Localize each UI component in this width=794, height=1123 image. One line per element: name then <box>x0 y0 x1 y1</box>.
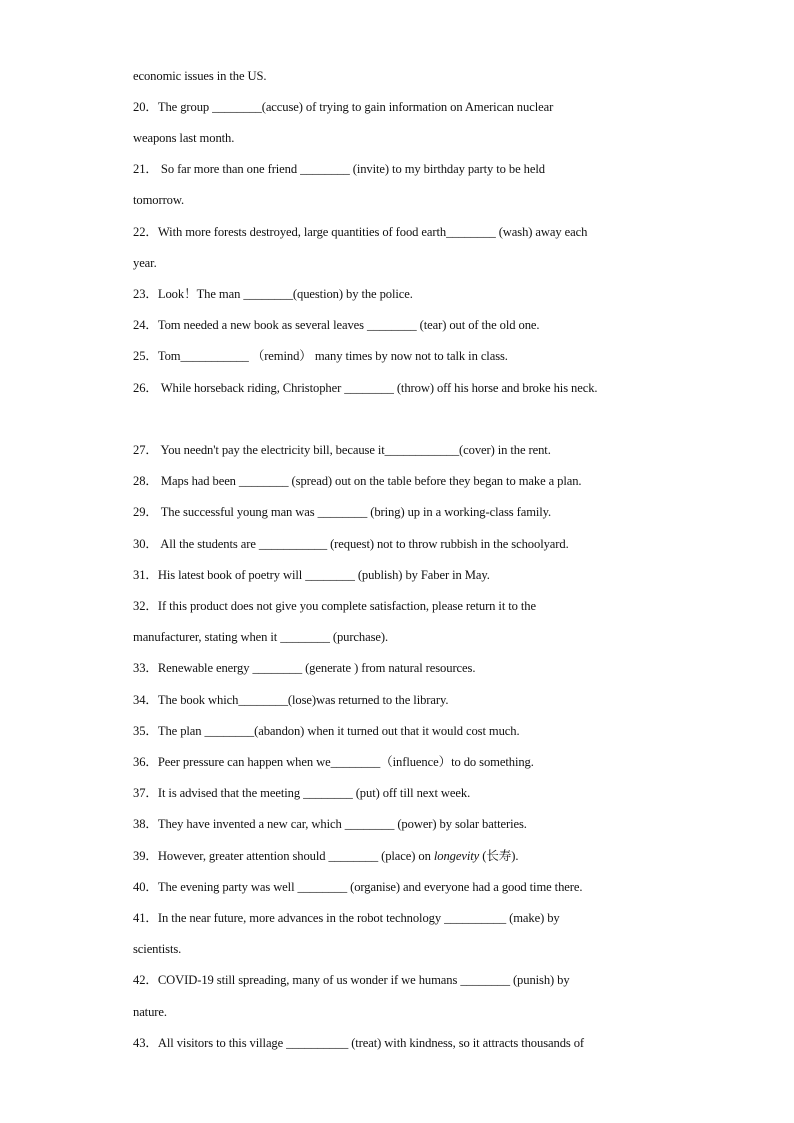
question-20: 20．The group ________(accuse) of trying to gain information on American nuclear <box>133 100 554 114</box>
question-38: 38．They have invented a new car, which ________ (power) by solar batteries. <box>133 817 527 831</box>
question-24: 24．Tom needed a new book as several leaves ________ (tear) out of the old one. <box>133 318 540 332</box>
question-21: 21． So far more than one friend ________ (invite) to my birthday party to be held <box>133 162 545 176</box>
text-line: weapons last month. <box>133 131 235 145</box>
text-line: economic issues in the US. <box>133 69 267 83</box>
question-39-text: 39．However, greater attention should ________ (place) on <box>133 849 431 863</box>
text-line: scientists. <box>133 942 182 956</box>
question-43: 43．All visitors to this village __________ (treat) with kindness, so it attracts thousands of <box>133 1036 585 1050</box>
question-29: 29． The successful young man was ________ (bring) up in a working-class family. <box>133 505 552 519</box>
question-23: 23．Look！The man ________(question) by the police. <box>133 287 413 301</box>
question-39 <box>133 848 693 864</box>
question-28: 28． Maps had been ________ (spread) out on the table before they began to make a plan. <box>133 474 582 488</box>
question-25: 25．Tom___________ （remind） many times by now not to talk in class. <box>133 349 508 363</box>
question-41: 41．In the near future, more advances in the robot technology __________ (make) by <box>133 911 560 925</box>
question-40: 40．The evening party was well ________ (organise) and everyone had a good time there. <box>133 880 583 894</box>
text-line: manufacturer, stating when it ________ (purchase). <box>133 630 389 644</box>
question-26: 26． While horseback riding, Christopher ________ (throw) off his horse and broke his neck. <box>133 381 598 395</box>
question-35: 35．The plan ________(abandon) when it turned out that it would cost much. <box>133 724 520 738</box>
question-30: 30． All the students are ___________ (request) not to throw rubbish in the schoolyard. <box>133 537 569 551</box>
text-line: year. <box>133 256 157 270</box>
text-line: nature. <box>133 1005 167 1019</box>
question-32: 32．If this product does not give you complete satisfaction, please return it to the <box>133 599 536 613</box>
question-42: 42．COVID-19 still spreading, many of us wonder if we humans ________ (punish) by <box>133 973 570 987</box>
question-37: 37．It is advised that the meeting ________ (put) off till next week. <box>133 786 471 800</box>
question-22: 22．With more forests destroyed, large quantities of food earth________ (wash) away each <box>133 225 588 239</box>
term-gloss: (长寿). <box>479 849 519 863</box>
italic-term: longevity <box>433 849 480 863</box>
text-line: tomorrow. <box>133 193 185 207</box>
question-34: 34．The book which________(lose)was returned to the library. <box>133 693 449 707</box>
question-31: 31．His latest book of poetry will ________ (publish) by Faber in May. <box>133 568 490 582</box>
question-33: 33．Renewable energy ________ (generate ) from natural resources. <box>133 661 476 675</box>
question-27: 27． You needn't pay the electricity bill, because it____________(cover) in the rent. <box>133 443 551 457</box>
question-36: 36．Peer pressure can happen when we________（influence）to do something. <box>133 755 534 769</box>
